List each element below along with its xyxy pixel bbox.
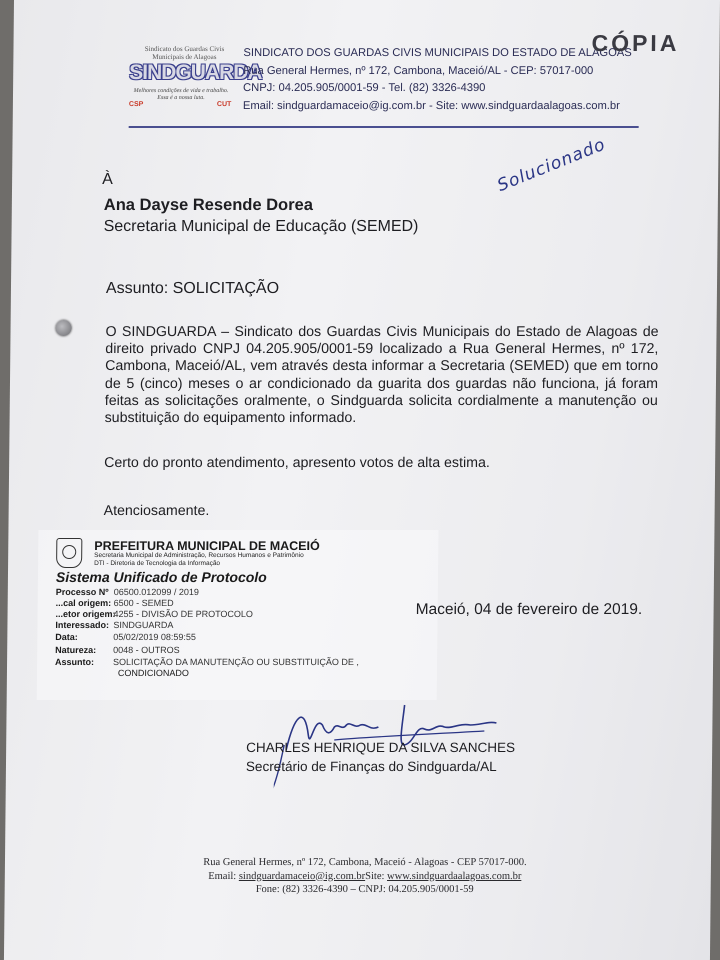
stamp-field-assunto-cont: CONDICIONADO: [117, 668, 190, 678]
field-value: 06500.012099 / 2019: [113, 587, 199, 597]
field-label: Assunto:: [55, 657, 95, 667]
valediction: Atenciosamente.: [103, 503, 210, 519]
footer-phone-cnpj: Fone: (82) 3326-4390 – CNPJ: 04.205.905/0001-59: [255, 884, 474, 895]
footer-site-label: Site:: [365, 870, 388, 882]
to-mark: À: [102, 171, 113, 188]
field-label: Data:: [55, 632, 78, 642]
logo-motto: Melhores condições de vida e trabalho. Essa é a nossa luta.: [133, 88, 229, 101]
stamp-field-data: [55, 632, 196, 642]
logo-top-text: Sindicato dos Guardas Civis Municipais de Alagoas: [144, 45, 225, 61]
cut-badge: CUT: [216, 101, 232, 108]
field-label: Processo Nº: [55, 587, 109, 597]
field-value: 05/02/2019 08:59:55: [113, 632, 196, 642]
field-value: SINDGUARDA: [113, 620, 174, 630]
municipal-crest-icon: [56, 538, 82, 568]
footer-contacts: [125, 870, 605, 884]
closing-line: Certo do pronto atendimento, apresento votos de alta estima.: [104, 455, 490, 471]
footer-email-link[interactable]: sindguardamaceio@ig.com.br: [238, 870, 366, 882]
field-label: ...etor origem:: [55, 609, 116, 619]
stamp-sub1: Secretaria Municipal de Administração, Recursos Humanos e Patrimônio: [94, 552, 304, 559]
letterhead-divider: [129, 126, 639, 128]
stamp-field-setor-origem: [56, 609, 253, 619]
field-value: SOLICITAÇÃO DA MANUTENÇÃO OU SUBSTITUIÇÃO DE ,: [113, 657, 359, 667]
stamp-field-interessado: [55, 620, 173, 630]
letter-body: O SINDGUARDA – Sindicato dos Guardas Civis Municipais do Estado de Alagoas de direito privado CNPJ 04.205.905/0001-59 localizado a Rua General Hermes, nº 172, Cambona, Maceió/AL, vem através desta informar a Secretaria (SEMED) que em torno de 5 (cinco) meses o ar condicionado da guarita dos guardas não funciona, já foram feitas as solicitações oralmente, o Sindguarda solicita cordialmente a manutenção ou substituição do equipamento informado.: [104, 324, 659, 427]
field-value: 0048 - OUTROS: [113, 645, 180, 655]
field-label: Interessado:: [55, 620, 110, 630]
letterhead: [109, 40, 640, 132]
stamp-subtitle: [94, 552, 304, 567]
org-address: Rua General Hermes, nº 172, Cambona, Maceió/AL - CEP: 57017-000: [243, 64, 594, 77]
protocol-stamp: [37, 530, 439, 700]
org-email-site: Email: sindguardamaceio@ig.com.br - Site: www.sindguardaalagoas.com.br: [242, 99, 620, 112]
stamp-title: PREFEITURA MUNICIPAL DE MACEIÓ: [94, 539, 320, 553]
letterhead-text: [243, 45, 632, 115]
recipient-name: Ana Dayse Resende Dorea: [103, 196, 314, 214]
logo-wordmark: SINDGUARDA: [129, 61, 262, 84]
field-label: ...cal origem:: [55, 598, 112, 608]
csp-badge: CSP: [128, 101, 144, 108]
stamp-field-natureza: [55, 645, 180, 655]
signer-role: Secretário de Finanças do Sindguarda/AL: [245, 759, 497, 774]
footer-email-label: Email:: [208, 870, 239, 882]
letter-date: Maceió, 04 de fevereiro de 2019.: [415, 601, 643, 618]
field-value: 6500 - SEMED: [113, 598, 174, 608]
org-name: SINDICATO DOS GUARDAS CIVIS MUNICIPAIS DO ESTADO DE ALAGOAS: [243, 47, 632, 59]
letter-page: [4, 0, 720, 960]
stamp-field-assunto: [55, 657, 359, 667]
recipient-department: Secretaria Municipal de Educação (SEMED): [103, 218, 419, 235]
sindguarda-logo: [128, 43, 262, 111]
field-label: Natureza:: [55, 645, 97, 655]
stamp-system-name: Sistema Unificado de Protocolo: [55, 569, 267, 585]
stamp-sub2: DTI - Diretoria de Tecnologia da Informação: [94, 559, 221, 567]
stamp-field-processo: [56, 587, 199, 597]
letter-footer: [125, 856, 605, 897]
footer-address: Rua General Hermes, nº 172, Cambona, Maceió - Alagoas - CEP 57017-000.: [203, 857, 527, 868]
copy-stamp: CÓPIA: [591, 30, 680, 56]
footer-site-link[interactable]: www.sindguardaalagoas.com.br: [387, 870, 522, 882]
org-cnpj-phone: CNPJ: 04.205.905/0001-59 - Tel. (82) 3326-4390: [243, 82, 486, 94]
handwritten-note: Solucionado: [494, 134, 609, 196]
punch-hole: [55, 320, 71, 336]
stamp-field-local-origem: [56, 598, 174, 608]
signer-name: CHARLES HENRIQUE DA SILVA SANCHES: [246, 740, 516, 755]
subject-line: Assunto: SOLICITAÇÃO: [105, 280, 280, 297]
field-value: 4255 - DIVISÃO DE PROTOCOLO: [113, 609, 254, 619]
